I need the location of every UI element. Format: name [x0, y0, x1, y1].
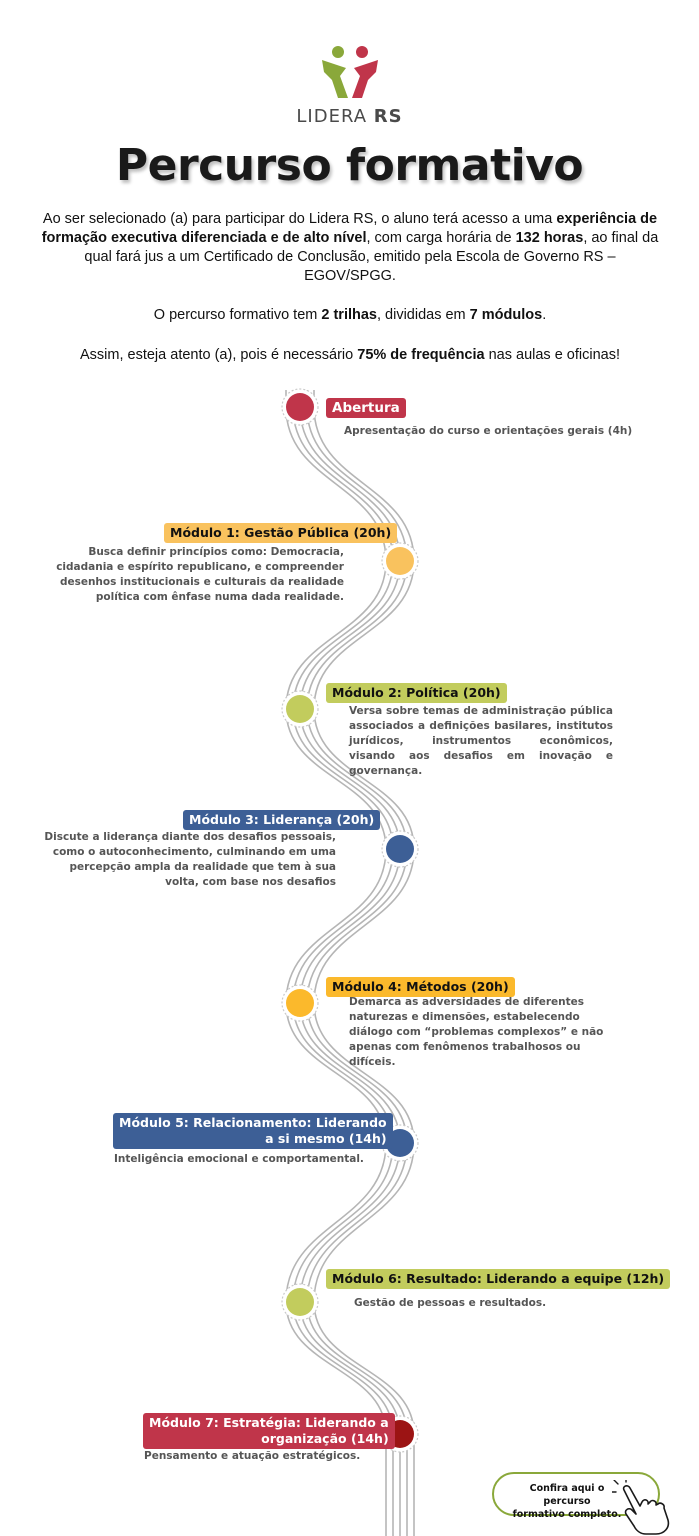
intro-trails: O percurso formativo tem 2 trilhas, divididas em 7 módulos.	[153, 307, 547, 323]
module-3-title: Módulo 3: Liderança (20h)	[183, 810, 380, 830]
brand-name: LIDERA RS	[296, 106, 403, 127]
module-4-desc: Demarca as adversidades de diferentes naturezas e dimensões, estabelecendo diálogo com “problemas complexos” e não apenas com fenômenos trabalhosos ou difíceis.	[349, 996, 604, 1068]
module-7-desc: Pensamento e atuação estratégicos.	[144, 1450, 361, 1462]
module-7-title: Módulo 7: Estratégia: Liderando a organização (14h)	[143, 1413, 395, 1449]
module-5-title: Módulo 5: Relacionamento: Liderando a si mesmo (14h)	[113, 1113, 393, 1149]
module-1-title: Módulo 1: Gestão Pública (20h)	[164, 523, 397, 543]
milestone-dot	[286, 1288, 314, 1316]
module-abertura-title: Abertura	[326, 398, 406, 418]
intro-attendance: Assim, esteja atento (a), pois é necessário 75% de frequência nas aulas e oficinas!	[80, 347, 620, 363]
intro-paragraph: Ao ser selecionado (a) para participar do Lidera RS, o aluno terá acesso a uma experiência de formação executiva diferenciada e de alto nível, com carga horária de 132 horas, ao final da qual fará jus a um Certificado de Conclusão, emitido pela Escola de Governo RS – EGOV/SPGG.	[41, 211, 659, 284]
page-title: Percurso formativo	[115, 140, 584, 191]
milestone-dot	[286, 393, 314, 421]
cta-label: Confira aqui o percurso formativo completo.	[512, 1483, 622, 1520]
module-2-title: Módulo 2: Política (20h)	[326, 683, 507, 703]
module-6-title: Módulo 6: Resultado: Liderando a equipe (12h)	[326, 1269, 670, 1289]
milestone-dot	[386, 547, 414, 575]
milestone-dot	[386, 835, 414, 863]
module-3-desc: Discute a liderança diante dos desafios pessoais, como o autoconhecimento, culminando em uma percepção ampla da realidade que tem à sua volta, com base nos desafios	[44, 831, 336, 888]
module-4-title: Módulo 4: Métodos (20h)	[326, 977, 515, 997]
module-abertura-desc: Apresentação do curso e orientações gerais (4h)	[344, 425, 633, 437]
module-5-desc: Inteligência emocional e comportamental.	[114, 1153, 364, 1165]
module-1-desc: Busca definir princípios como: Democracia, cidadania e espírito republicano, e compreender desenhos institucionais e culturais da realidade política com ênfase numa dada realidade.	[56, 546, 344, 603]
module-2-desc: Versa sobre temas de administração pública associados a definições basilares, institutos jurídicos, instrumentos econômicos, visando aos desafios em inovação e governança.	[349, 705, 613, 777]
milestone-dot	[286, 695, 314, 723]
module-6-desc: Gestão de pessoas e resultados.	[354, 1297, 547, 1309]
pointing-hand-icon	[612, 1480, 684, 1536]
milestone-dot	[286, 989, 314, 1017]
